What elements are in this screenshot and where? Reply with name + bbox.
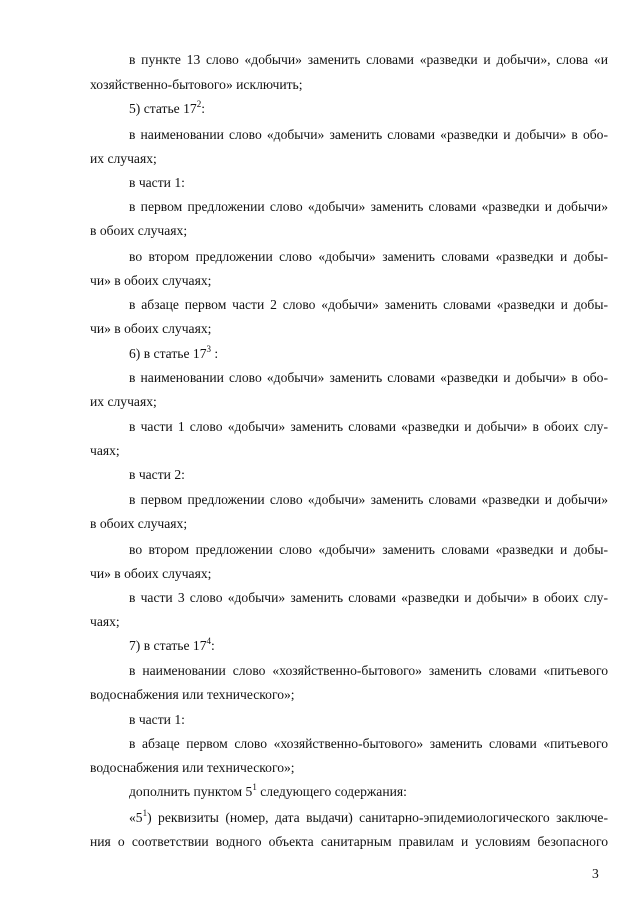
text-line: ния о соответствии водного объекта санитарным правилам и условиям безопасного [90,834,608,849]
text-line: во втором предложении слово «добычи» заменить словами «разведки и добы- [129,249,608,264]
text-line: в первом предложении слово «добычи» заменить словами «разведки и добычи» [129,199,608,214]
text-line: чи» в обоих случаях; [90,566,212,581]
text-line: в наименовании слово «хозяйственно-бытового» заменить словами «питьевого [129,663,608,678]
text-line: во втором предложении слово «добычи» заменить словами «разведки и добы- [129,542,608,557]
text-line: «$5^1$) реквизиты (номер, дата выдачи) санитарно-эпидемиологического заключе- [129,808,608,825]
text-line: в первом предложении слово «добычи» заменить словами «разведки и добычи» [129,492,608,507]
text-line: в части 3 слово «добычи» заменить словами «разведки и добычи» в обоих слу- [129,590,608,605]
text-line: в наименовании слово «добычи» заменить словами «разведки и добычи» в обо- [129,370,608,385]
text-line: в обоих случаях; [90,223,188,238]
text-line: дополнить пунктом $5^1$ следующего содержания: [129,782,407,799]
text-line: чаях; [90,614,120,629]
text-line: чаях; [90,443,120,458]
text-line: в абзаце первом части 2 слово «добычи» заменить словами «разведки и добы- [129,297,608,312]
text-line: 7) в статье $17^4$: [129,636,215,653]
text-line: в части 2: [129,467,185,482]
text-line: 6) в статье $17^3$ : [129,344,219,361]
text-line: их случаях; [90,394,157,409]
text-line: водоснабжения или технического»; [90,687,295,702]
text-line: чи» в обоих случаях; [90,273,212,288]
text-line: водоснабжения или технического»; [90,760,295,775]
text-line: 5) статье $17^2$: [129,99,205,116]
text-line: в абзаце первом слово «хозяйственно-бытового» заменить словами «питьевого [129,736,608,751]
text-line: хозяйственно-бытового» исключить; [90,77,303,92]
text-line: в обоих случаях; [90,516,188,531]
text-line: в части 1: [129,175,185,190]
text-line: чи» в обоих случаях; [90,321,212,336]
text-line: в пункте 13 слово «добычи» заменить словами «разведки и добычи», слова «и [129,52,608,67]
text-line: их случаях; [90,151,157,166]
text-line: в наименовании слово «добычи» заменить словами «разведки и добычи» в обо- [129,127,608,142]
page-number: 3 [592,866,599,881]
text-line: в части 1 слово «добычи» заменить словами «разведки и добычи» в обоих слу- [129,419,608,434]
text-line: в части 1: [129,712,185,727]
